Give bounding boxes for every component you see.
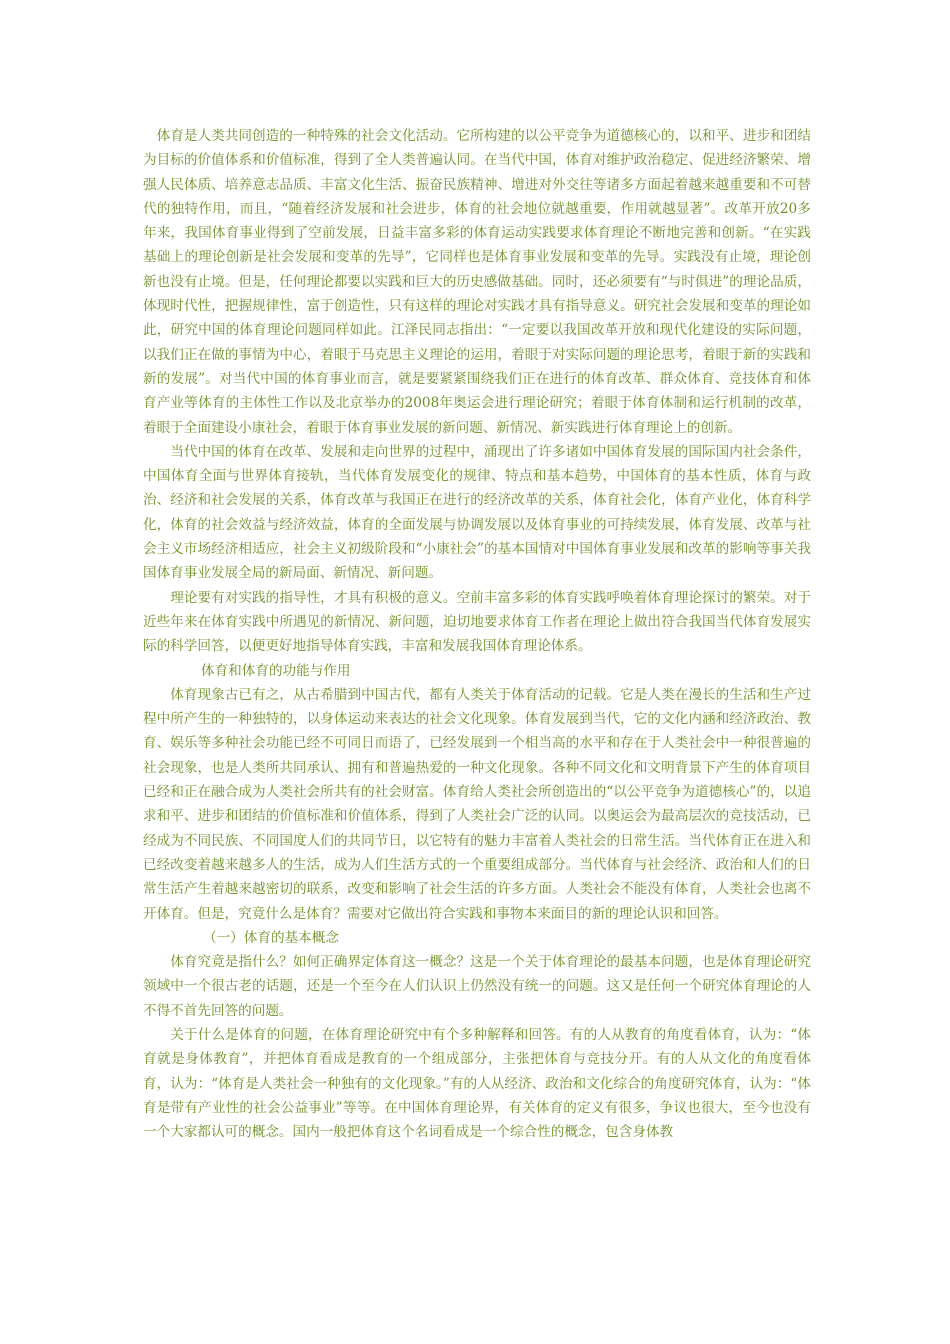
section-paragraph-1: 体育现象古已有之，从古希腊到中国古代，都有人类关于体育活动的记载。它是人类在漫长的生活和生产过程中所产生的一种独特的，以身体运动来表达的社会文化现象。体育发展到当代，它的文化内涵和经济政治、教育、娱乐等多种社会功能已经不可同日而语了，已经发展到一个相当高的水平和存在于人类社会中一种很普遍的社会现象，也是人类所共同承认、拥有和普遍热爱的一种文化现象。各种不同文化和文明背景下产生的体育项目已经和正在融合成为人类社会所共有的社会财富。体育给人类社会所创造出的“以公平竞争为道德核心”的，以追求和平、进步和团结的价值标准和价值体系，得到了人类社会广泛的认同。以奥运会为最高层次的竞技活动，已经成为不同民族、不同国度人们的共同节日，以它特有的魅力丰富着人类社会的日常生活。当代体育正在进入和已经改变着越来越多人的生活，成为人们生活方式的一个重要组成部分。当代体育与社会经济、政治和人们的日常生活产生着越来越密切的联系，改变和影响了社会生活的许多方面。人类社会不能没有体育，人类社会也离不开体育。但是，究竟什么是体育？需要对它做出符合实践和事物本来面目的新的理论认识和回答。 <box>143 686 811 922</box>
section-heading: 体育和体育的功能与作用 <box>201 662 351 679</box>
intro-paragraph-2: 当代中国的体育在改革、发展和走向世界的过程中，涌现出了许多诸如中国体育发展的国际国内社会条件，中国体育全面与世界体育接轨，当代体育发展变化的规律、特点和基本趋势，中国体育的基本性质，体育与政治、经济和社会发展的关系，体育改革与我国正在进行的经济改革的关系，体育社会化，体育产业化，体育科学化，体育的社会效益与经济效益，体育的全面发展与协调发展以及体育事业的可持续发展，体育发展、改革与社会主义市场经济相适应，社会主义初级阶段和“小康社会”的基本国情对中国体育事业发展和改革的影响等事关我国体育事业发展全局的新局面、新情况、新问题。 <box>143 443 811 582</box>
intro-paragraph-3: 理论要有对实践的指导性，才具有积极的意义。空前丰富多彩的体育实践呼唤着体育理论探讨的繁荣。对于近些年来在体育实践中所遇见的新情况、新问题，迫切地要求体育工作者在理论上做出符合我国当代体育发展实际的科学回答，以便更好地指导体育实践，丰富和发展我国体育理论体系。 <box>143 589 811 655</box>
intro-paragraph-1: 体育是人类共同创造的一种特殊的社会文化活动。它所构建的以公平竞争为道德核心的，以和平、进步和团结为目标的价值体系和价值标准，得到了全人类普遍认同。在当代中国，体育对维护政治稳定、促进经济繁荣、增强人民体质、培养意志品质、丰富文化生活、振奋民族精神、增进对外交往等诸多方面起着越来越重要和不可替代的独特作用，而且，“随着经济发展和社会进步，体育的社会地位就越重要，作用就越显著”。改革开放20多年来，我国体育事业得到了空前发展，日益丰富多彩的体育运动实践要求体育理论不断地完善和创新。“在实践基础上的理论创新是社会发展和变革的先导”，它同样也是体育事业发展和变革的先导。实践没有止境，理论创新也没有止境。但是，任何理论都要以实践和巨大的历史感做基础。同时，还必须要有“与时俱进”的理论品质，体现时代性，把握规律性，富于创造性，只有这样的理论对实践才具有指导意义。研究社会发展和变革的理论如此，研究中国的体育理论问题同样如此。江泽民同志指出：“一定要以我国改革开放和现代化建设的实际问题，以我们正在做的事情为中心，着眼于马克思主义理论的运用，着眼于对实际问题的理论思考，着眼于新的实践和新的发展”。对当代中国的体育事业而言，就是要紧紧围绕我们正在进行的体育改革、群众体育、竞技体育和体育产业等体育的主体性工作以及北京举办的2008年奥运会进行理论研究；着眼于体育体制和运行机制的改革，着眼于全面建设小康社会，着眼于体育事业发展的新问题、新情况、新实践进行体育理论上的创新。 <box>143 128 811 436</box>
document-body <box>143 124 811 1144</box>
subsection-paragraph-2: 关于什么是体育的问题，在体育理论研究中有个多种解释和回答。有的人从教育的角度看体育，认为：“体育就是身体教育”，并把体育看成是教育的一个组成部分，主张把体育与竞技分开。有的人从文化的角度看体育，认为：“体育是人类社会一种独有的文化现象。”有的人从经济、政治和文化综合的角度研究体育，认为：“体育是带有产业性的社会公益事业”等等。在中国体育理论界，有关体育的定义有很多，争议也很大，至今也没有一个大家都认可的概念。国内一般把体育这个名词看成是一个综合性的概念，包含身体教 <box>143 1026 811 1141</box>
subsection-paragraph-1: 体育究竟是指什么？如何正确界定体育这一概念？这是一个关于体育理论的最基本问题，也是体育理论研究领域中一个很古老的话题，还是一个至今在人们认识上仍然没有统一的问题。这又是任何一个研究体育理论的人不得不首先回答的问题。 <box>143 954 811 1019</box>
subsection-heading: （一）体育的基本概念 <box>203 929 339 946</box>
